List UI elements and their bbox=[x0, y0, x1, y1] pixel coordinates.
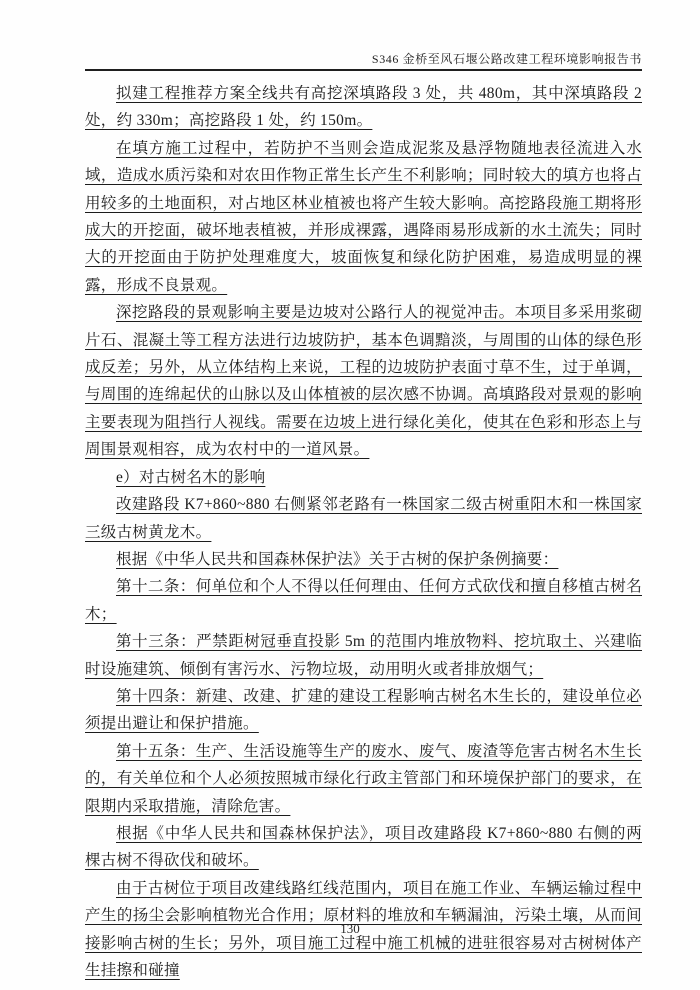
section-heading-ancient-trees: e）对古树名木的影响 bbox=[116, 468, 266, 486]
body-paragraph: 根据《中华人民共和国森林保护法》，项目改建路段 K7+860~880 右侧的两棵古树不得砍伐和破坏。 bbox=[85, 824, 642, 870]
document-body bbox=[85, 80, 642, 984]
body-paragraph: 在填方施工过程中，若防护不当则会造成泥浆及悬浮物随地表径流进入水域，造成水质污染和对农田作物正常生长产生不利影响；同时较大的填方也将占用较多的土地面积，对占地区林业植被也将产生较大影响。高挖路段施工期将形成大的开挖面，破坏地表植被，并形成裸露，遇降雨易形成新的水土流失；同时大的开挖面由于防护处理难度大，坡面恢复和绿化防护困难，易造成明显的裸露，形成不良景观。 bbox=[85, 139, 642, 294]
header-rule bbox=[85, 69, 642, 71]
body-paragraph: 由于古树位于项目改建线路红线范围内，项目在施工作业、车辆运输过程中产生的扬尘会影响植物光合作用；原材料的堆放和车辆漏油，污染土壤，从而间接影响古树的生长；另外，项目施工过程中施工机械的进驻很容易对古树树体产生挂擦和碰撞 bbox=[85, 879, 642, 979]
body-paragraph-article-12: 第十二条：何单位和个人不得以任何理由、任何方式砍伐和擅自移植古树名木； bbox=[85, 578, 642, 623]
body-paragraph-article-15: 第十五条：生产、生活设施等生产的废水、废气、废渣等危害古树名木生长的，有关单位和个人必须按照城市绿化行政主管部门和环境保护部门的要求，在限期内采取措施，清除危害。 bbox=[85, 742, 642, 815]
body-paragraph-article-14: 第十四条：新建、改建、扩建的建设工程影响古树名木生长的，建设单位必须提出避让和保护措施。 bbox=[85, 687, 642, 733]
body-paragraph: 根据《中华人民共和国森林保护法》关于古树的保护条例摘要： bbox=[116, 550, 559, 568]
running-header-title: S346 金桥至风石堰公路改建工程环境影响报告书 bbox=[371, 52, 642, 66]
body-paragraph: 拟建工程推荐方案全线共有高挖深填路段 3 处，共 480m，其中深填路段 2 处，约 330m；高挖路段 1 处，约 150m。 bbox=[85, 85, 642, 130]
body-paragraph-article-13: 第十三条：严禁距树冠垂直投影 5m 的范围内堆放物料、挖坑取土、兴建临时设施建筑、倾倒有害污水、污物垃圾，动用明火或者排放烟气； bbox=[85, 633, 642, 678]
page-number: 130 bbox=[340, 921, 360, 936]
body-paragraph: 改建路段 K7+860~880 右侧紧邻老路有一株国家二级古树重阳木和一株国家三级古树黄龙木。 bbox=[85, 496, 642, 541]
body-paragraph: 深挖路段的景观影响主要是边坡对公路行人的视觉冲击。本项目多采用浆砌片石、混凝土等工程方法进行边坡防护，基本色调黯淡，与周围的山体的绿色形成反差；另外，从立体结构上来说，工程的边坡防护表面寸草不生，过于单调，与周围的连绵起伏的山脉以及山体植被的层次感不协调。高填路段对景观的影响主要表现为阻挡行人视线。需要在边坡上进行绿化美化，使其在色彩和形态上与周围景观相容，成为农村中的一道风景。 bbox=[85, 304, 642, 459]
